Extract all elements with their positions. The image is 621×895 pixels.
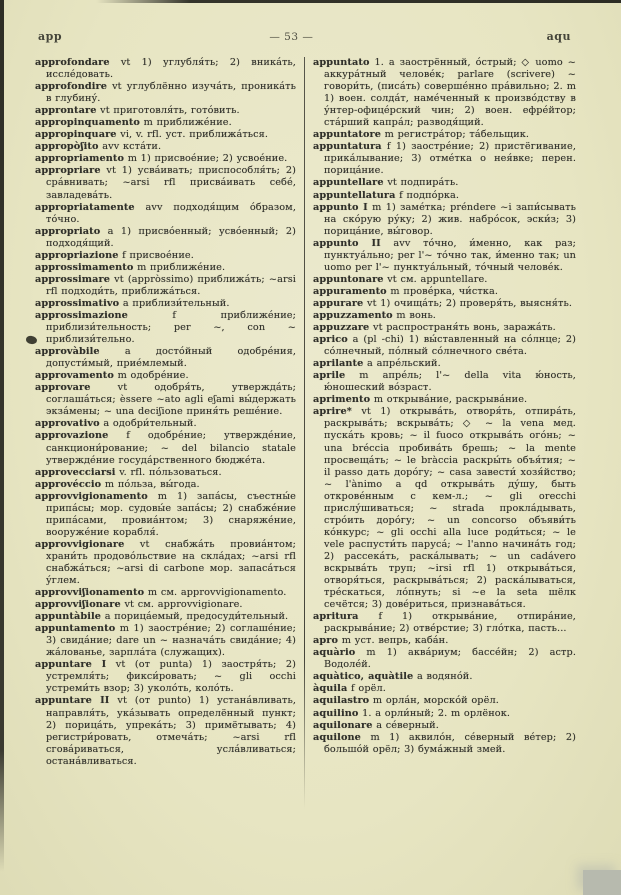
entry-definition: m см. approvvigionamento. (144, 587, 287, 599)
dictionary-entry (313, 720, 576, 732)
dictionary-entry (35, 430, 296, 466)
entry-headword: appropriatamente (35, 201, 135, 213)
dictionary-entry (35, 153, 296, 165)
entry-definition: a се́верный. (372, 719, 439, 731)
entry-definition: f присвое́ние. (118, 249, 194, 261)
entry-headword: appropriato (35, 225, 101, 237)
dictionary-entry (313, 370, 576, 394)
entry-definition: vt 1) открыва́ть, отворя́ть, отпира́ть, раскрыва́ть; вскрыва́ть; ◇ ~ la vena мед. пуска́ть кровь; ~ il fuoco открыва́ть ого́нь; ~ una bréccia пробива́ть брешь; ~ la mente просвеща́ть; ~ le bràccia раскры́ть объя́тия; ~ il passo дать доро́гу; ~ casa завести́ хозя́йство; ~ l'ànimo a qd открыва́ть ду́шу, быть открове́нным с кем-л.; ~ gli orecchi прислу́шиваться; ~ strada прокла́дывать, стро́ить доро́гу; ~ un concorso объяви́ть ко́нкурс; ~ gli occhi alla luce роди́ться; ~ le vele распусти́ть паруса́; ~ l'anno начина́ть год; 2) рассека́ть, раска́лывать; ~ un cadávero вскрыва́ть труп; ~irsi rfl 1) открыва́ться, отворя́ться, раскрыва́ться; 2) раска́лываться, тре́скаться, ло́пнуть; si ~e la seta шёлк сечётся; 3) дове́риться, признава́ться. (324, 406, 576, 611)
dictionary-entry (313, 274, 576, 286)
page-number: — 53 — (269, 31, 314, 43)
entry-definition: vt 1) очища́ть; 2) проверя́ть, выясня́ть. (363, 297, 573, 309)
entry-headword: appuzzare (313, 322, 370, 334)
right-column (313, 57, 576, 809)
entry-definition: vt снабжа́ть провиа́нтом; храни́ть продово́льствие на скла́дах; ~arsi rfl снабжа́ться; ~arsi di carbone мор. запаса́ться у́глем. (46, 538, 296, 587)
entry-headword: approfondire (35, 81, 107, 93)
entry-headword: appuntato (313, 57, 370, 68)
entry-headword: appropriamento (35, 153, 125, 165)
entry-definition: vi, v. rfl. уст. приближа́ться. (116, 129, 269, 141)
entry-headword: aprico (313, 334, 348, 346)
entry-headword: approvare (35, 382, 91, 394)
dictionary-entry (313, 202, 576, 238)
entry-definition: a одобри́тельный. (99, 418, 197, 430)
entry-headword: apro (313, 635, 339, 647)
entry-headword: approvvigionare (35, 538, 125, 550)
entry-definition: m приближе́ние. (139, 117, 232, 129)
dictionary-entry (35, 611, 296, 623)
entry-headword: appuntonare (313, 273, 384, 285)
entry-headword: approvazione (35, 430, 109, 442)
scan-edge-top (96, 0, 621, 3)
entry-definition: m регистра́тор; та́бельщик. (380, 129, 530, 141)
dictionary-entry (313, 334, 576, 358)
entry-headword: approssimamento (35, 261, 134, 273)
entry-headword: appunto II (313, 237, 381, 249)
entry-definition: m приближе́ние. (133, 261, 226, 273)
dictionary-entry (35, 165, 296, 201)
entry-definition: vt одобря́ть, утвержда́ть; соглаша́ться; èssere ~ato agli eʃami вы́держать экза́мены; ~ una deciʃione приня́ть реше́ние. (46, 382, 296, 418)
dictionary-entry (313, 141, 576, 177)
entry-headword: approvvigionamento (35, 490, 148, 502)
entry-definition: m 1) заостре́ние; 2) соглаше́ние; 3) свида́ние; dare un ~ назнача́ть свида́ние; 4) жа́лованье, зарпла́та (служащих). (46, 623, 296, 659)
entry-definition: m по́льза, вы́года. (101, 478, 200, 490)
dictionary-entry (35, 105, 296, 117)
entry-headword: appropòʃito (35, 141, 99, 153)
entry-definition: f орёл. (347, 683, 386, 695)
entry-headword: approvecciarsi (35, 466, 116, 478)
dictionary-entry (313, 708, 576, 720)
entry-definition: f приближе́ние; приблизи́тельность; per ~, con ~ приблизи́тельно. (46, 309, 296, 346)
entry-definition: avv кста́ти. (98, 141, 162, 153)
dictionary-entry (313, 310, 576, 322)
dictionary-entry (313, 57, 576, 129)
entry-definition: f одобре́ние; утвержде́ние, санкциони́рование; ~ del bilancio statale утвержде́ние госуда́рственного бюдже́та. (46, 430, 296, 466)
dictionary-entry (313, 406, 576, 611)
dictionary-entry (313, 683, 576, 695)
entry-definition: m открыва́ние, раскрыва́ние. (370, 394, 528, 406)
entry-definition: vt 1) углубля́ть; 2) вника́ть, иссле́довать. (46, 57, 296, 81)
entry-headword: appropriare (35, 165, 101, 177)
dictionary-entry (313, 177, 576, 189)
dictionary-entry (35, 57, 296, 81)
entry-definition: m 1) заме́тка; préndere ~i запи́сывать на ско́рую ру́ку; 2) жив. набро́сок, эски́з; 3) порица́ние, вы́говор. (324, 201, 576, 237)
entry-headword: approvàbile (35, 346, 100, 358)
dictionary-entry (35, 491, 296, 539)
entry-headword: appuntellare (313, 177, 384, 189)
entry-definition: 1. a орли́ный; 2. m орлёнок. (358, 707, 511, 719)
entry-headword: apritura (313, 611, 359, 623)
entry-headword: àquila (313, 683, 348, 695)
entry-headword: approvéccio (35, 478, 102, 490)
dictionary-entry (313, 695, 576, 707)
dictionary-entry (35, 250, 296, 262)
entry-headword: approvativo (35, 418, 100, 430)
dictionary-entry (35, 370, 296, 382)
entry-definition: m апре́ль; l'~ della vita ю́ность, ю́ношеский во́зраст. (324, 370, 576, 394)
entry-definition: vt см. appuntellare. (383, 273, 488, 285)
entry-headword: appropinquare (35, 129, 117, 141)
entry-headword: aquilone (313, 731, 361, 743)
entry-headword: approvviʃionamento (35, 587, 145, 599)
dictionary-entry (313, 286, 576, 298)
entry-headword: appuntamento (35, 623, 116, 635)
dictionary-entry (35, 599, 296, 611)
running-head-left: app (38, 30, 63, 43)
entry-definition: vt 1) усва́ивать; приспособля́ть; 2) сра́внивать; ~arsi rfl присва́ивать себе́, завладева́ть. (46, 165, 296, 201)
entry-definition: f подпо́рка. (395, 189, 460, 201)
entry-headword: aprimento (313, 394, 371, 406)
entry-headword: appuramento (313, 285, 387, 297)
dictionary-entry (313, 611, 576, 635)
entry-definition: vt углублённо изуча́ть, проника́ть в глубину́. (46, 81, 296, 105)
entry-definition: m 1) аквило́н, се́верный ве́тер; 2) большо́й орёл; 3) бума́жный змей. (324, 731, 576, 755)
entry-definition: a порица́емый, предосуди́тельный. (101, 611, 289, 623)
entry-headword: appuntare I (35, 659, 107, 671)
entry-headword: appuntare II (35, 695, 110, 707)
entry-definition: 1. a заострённый, о́стрый; ◇ uomo ~ аккура́тный челове́к; parlare (scrivere) ~ говори́ть, (писа́ть) соверше́нно пра́вильно; 2. m 1) воен. солда́т, наме́ченный к произво́дству в у́нтер-офице́рский чин; 2) воен. ефре́йтор; ста́рший капра́л; разводя́щий. (324, 57, 576, 129)
entry-definition: f 1) заостре́ние; 2) пристёгивание, прика́лывание; 3) отме́тка о нея́вке; перен. порица́ние. (324, 141, 576, 177)
running-head-right: aqu (546, 30, 571, 43)
entry-headword: aquàrio (313, 647, 356, 659)
dictionary-entry (313, 190, 576, 202)
entry-definition: avv то́чно, и́менно, как раз; пунктуа́льно; per l'~ то́чно так, и́менно так; un uomo per l'~ пунктуа́льный, то́чный челове́к. (324, 237, 576, 273)
dictionary-entry (313, 298, 576, 310)
entry-definition: m уст. вепрь, каба́н. (338, 635, 449, 647)
entry-definition: v. rfl. по́льзоваться. (115, 466, 222, 478)
dictionary-entry (313, 238, 576, 274)
dictionary-entry (35, 346, 296, 370)
entry-headword: approssimativo (35, 297, 120, 309)
entry-headword: approssimazione (35, 309, 128, 321)
entry-definition: vt (от punta) 1) заостря́ть; 2) устремля́ть; фикси́ровать; ~ gli occhi устреми́ть взор; 3) уколо́ть, коло́ть. (46, 659, 296, 695)
dictionary-entry (313, 635, 576, 647)
entry-headword: approvviʃionare (35, 599, 121, 611)
dictionary-entry (35, 202, 296, 226)
running-head (38, 30, 571, 43)
entry-headword: aquilastro (313, 695, 370, 707)
dictionary-entry (35, 310, 296, 346)
dictionary-entry (35, 659, 296, 695)
dictionary-entry (313, 671, 576, 683)
entry-headword: approntare (35, 105, 97, 117)
dictionary-entry (35, 81, 296, 105)
dictionary-entry (313, 647, 576, 671)
entry-definition: a водяно́й. (413, 671, 473, 683)
entry-headword: aprile (313, 370, 346, 382)
dictionary-entry (35, 695, 296, 767)
entry-headword: appropriazione (35, 249, 119, 261)
entry-definition: vt (appròssimo) приближа́ть; ~arsi rfl подходи́ть, приближа́ться. (46, 273, 296, 297)
entry-definition: avv подходя́щим о́бразом, то́чно. (46, 201, 296, 225)
dictionary-entry (35, 141, 296, 153)
dictionary-entry (313, 358, 576, 370)
dictionary-entry (35, 479, 296, 491)
entry-definition: f 1) открыва́ние, отпира́ние, раскрыва́ние; 2) отве́рстие; 3) гло́тка, пасть... (324, 611, 576, 635)
entry-headword: approvamento (35, 370, 114, 382)
entry-definition: a 1) присво́енный; усво́енный; 2) подходя́щий. (46, 225, 296, 249)
dictionary-entry (313, 322, 576, 334)
entry-definition: m прове́рка, чи́стка. (386, 285, 499, 297)
dictionary-entry (313, 394, 576, 406)
entry-headword: aprilante (313, 358, 364, 370)
dictionary-entry (35, 262, 296, 274)
entry-definition: m 1) аква́риум; бассе́йн; 2) астр. Водоле́й. (324, 647, 576, 671)
entry-definition: a (pl -chi) 1) вы́ставленный на со́лнце; 2) со́лнечный, по́лный со́лнечного све́та. (324, 334, 576, 358)
dictionary-entry (35, 117, 296, 129)
entry-headword: aprire* (313, 406, 352, 418)
dictionary-entry (35, 226, 296, 250)
entry-definition: vt приготовля́ть, гото́вить. (96, 105, 240, 117)
text-columns (35, 57, 577, 809)
dictionary-entry (313, 129, 576, 141)
dictionary-entry (35, 623, 296, 659)
entry-definition: m одобре́ние. (113, 370, 189, 382)
dictionary-entry (35, 418, 296, 430)
entry-definition: vt (от punto) 1) устана́вливать, направля́ть, ука́зывать определённый пункт; 2) порица́ть, упрека́ть; 3) примётывать; 4) регистри́ровать, отмеча́ть; ~arsi rfl сгова́риваться, усла́вливаться; остана́вливаться. (46, 695, 297, 767)
entry-headword: approfondare (35, 57, 110, 68)
column-divider-rule (304, 57, 305, 809)
entry-headword: appuntàbile (35, 611, 102, 623)
scan-edge-left (0, 0, 4, 872)
entry-headword: appuntatura (313, 141, 382, 153)
entry-headword: approssimare (35, 273, 110, 285)
entry-headword: aquilino (313, 707, 359, 719)
entry-definition: m орла́н, морско́й орёл. (369, 695, 499, 707)
entry-definition: a досто́йный одобре́ния, допусти́мый, прие́млемый. (46, 346, 296, 370)
entry-headword: aquàtico, aquàtile (313, 671, 414, 683)
dictionary-entry (35, 129, 296, 141)
entry-headword: appuzzamento (313, 309, 393, 321)
dictionary-entry (35, 467, 296, 479)
dictionary-entry (35, 587, 296, 599)
entry-headword: appunto I (313, 201, 368, 213)
scan-corner-artifact (583, 870, 621, 895)
entry-definition: a апре́льский. (363, 358, 441, 370)
entry-definition: vt подпира́ть. (383, 177, 459, 189)
dictionary-entry (35, 298, 296, 310)
entry-headword: appuntellatura (313, 189, 396, 201)
entry-headword: aquilonare (313, 719, 373, 731)
entry-definition: m вонь. (392, 309, 436, 321)
dictionary-entry (35, 539, 296, 587)
dictionary-entry (35, 274, 296, 298)
entry-definition: m 1) присвое́ние; 2) усвое́ние. (124, 153, 288, 165)
entry-definition: a приблизи́тельный. (119, 297, 230, 309)
entry-definition: vt см. approvvigionare. (120, 599, 243, 611)
entry-definition: m 1) запа́сы, съестны́е припа́сы; мор. судовы́е запа́сы; 2) снабже́ние припа́сами, провиа́нтом; 3) снаряже́ние, вооруже́ние корабля́. (46, 490, 296, 538)
dictionary-entry (35, 382, 296, 418)
entry-headword: appuntatore (313, 129, 381, 141)
dictionary-entry (313, 732, 576, 756)
entry-definition: vt распространя́ть вонь, заража́ть. (369, 322, 556, 334)
entry-headword: appurare (313, 297, 364, 309)
entry-headword: appropinquamento (35, 117, 140, 129)
left-column (35, 57, 296, 809)
